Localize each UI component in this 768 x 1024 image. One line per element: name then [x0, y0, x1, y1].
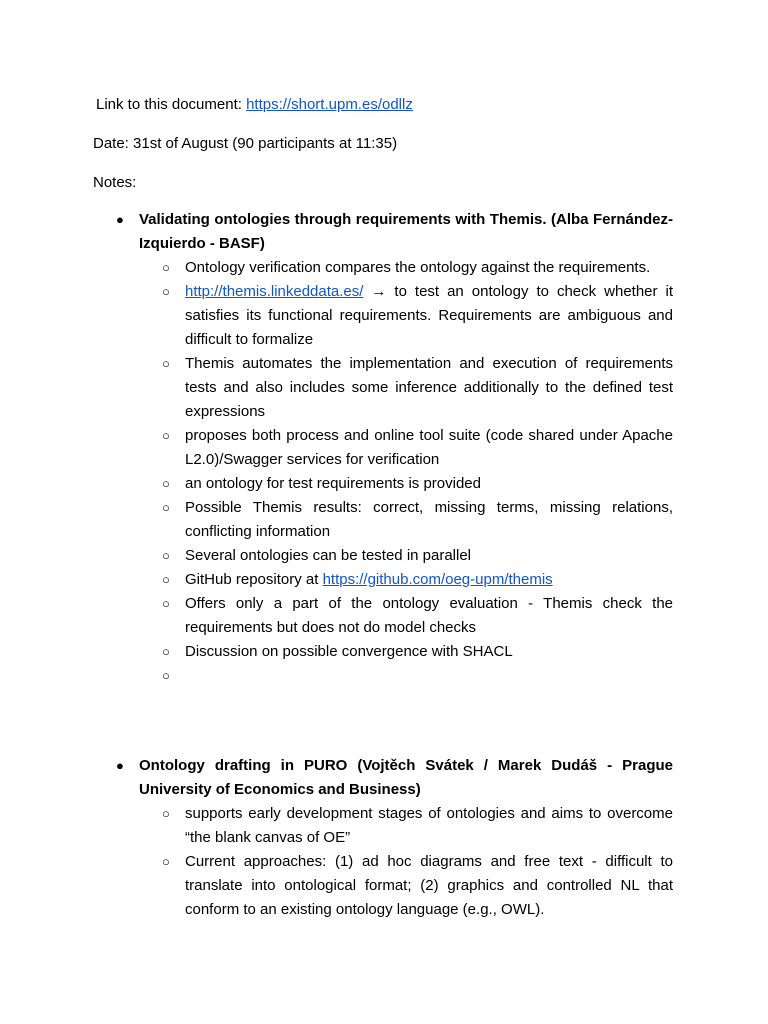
circle-bullet-icon: ○ [162, 356, 170, 371]
circle-bullet-icon: ○ [162, 476, 170, 491]
note-text: Offers only a part of the ontology evaluation - Themis check the requirements but does not do model checks [185, 595, 673, 636]
list-item [0, 592, 768, 640]
circle-bullet-icon: ○ [162, 428, 170, 443]
note-text: proposes both process and online tool suite (code shared under Apache L2.0)/Swagger services for verification [185, 427, 673, 468]
note-text-lead: GitHub repository at [185, 571, 323, 588]
circle-bullet-icon: ○ [162, 806, 170, 821]
note-text: Themis automates the implementation and execution of requirements tests and also includes some inference additionally to the defined test expressions [185, 355, 673, 420]
circle-bullet-icon: ○ [162, 854, 170, 869]
circle-bullet-icon: ○ [162, 572, 170, 587]
note-text [185, 280, 673, 352]
circle-bullet-icon: ○ [162, 596, 170, 611]
circle-bullet-icon: ○ [162, 284, 170, 299]
list-item [0, 352, 768, 424]
note-text-rest: → to test an ontology to check whether it satisfies its functional requirements. Requirements are ambiguous and difficult to formalize [185, 283, 673, 348]
bullet-icon: ● [116, 758, 124, 773]
document-link-label: Link to this document: [96, 96, 247, 113]
note-text [185, 568, 673, 592]
note-text: Ontology verification compares the ontology against the requirements. [185, 259, 651, 276]
document-link[interactable]: https://short.upm.es/odllz [246, 96, 413, 113]
list-item [0, 424, 768, 472]
themis-link[interactable]: http://themis.linkeddata.es/ [185, 283, 364, 300]
note-text: Several ontologies can be tested in parallel [185, 547, 472, 564]
talk-section [0, 208, 768, 688]
talk-notes-list [0, 802, 768, 922]
talk-title: Validating ontologies through requirements with Themis. (Alba Fernández-Izquierdo - BASF) [139, 211, 673, 252]
note-text: supports early development stages of ontologies and aims to overcome “the blank canvas of OE” [185, 805, 673, 846]
talk-title: Ontology drafting in PURO (Vojtěch Svátek / Marek Dudáš - Prague University of Economics and Business) [139, 757, 673, 798]
list-item [0, 256, 768, 280]
note-text: Current approaches: (1) ad hoc diagrams and free text - difficult to translate into ontological format; (2) graphics and controlled NL that conform to an existing ontology language (e.g., OWL). [185, 853, 673, 918]
list-item [0, 280, 768, 352]
circle-bullet-icon: ○ [162, 548, 170, 563]
list-item [0, 496, 768, 544]
bullet-icon: ● [116, 212, 124, 227]
circle-bullet-icon: ○ [162, 668, 170, 683]
list-item [0, 544, 768, 568]
document-link-line [96, 93, 413, 117]
note-text: an ontology for test requirements is provided [185, 475, 481, 492]
list-item [0, 568, 768, 592]
list-item [0, 850, 768, 922]
list-item [0, 802, 768, 850]
note-text: Discussion on possible convergence with SHACL [185, 643, 513, 660]
note-text-empty[interactable] [185, 664, 673, 688]
note-text: Possible Themis results: correct, missing terms, missing relations, conflicting information [185, 499, 673, 540]
circle-bullet-icon: ○ [162, 500, 170, 515]
circle-bullet-icon: ○ [162, 260, 170, 275]
talk-notes-list [0, 256, 768, 688]
circle-bullet-icon: ○ [162, 644, 170, 659]
list-item [0, 472, 768, 496]
github-link[interactable]: https://github.com/oeg-upm/themis [322, 571, 553, 588]
date-line: Date: 31st of August (90 participants at 11:35) [93, 135, 398, 152]
list-item [0, 664, 768, 688]
list-item [0, 640, 768, 664]
notes-heading: Notes: [93, 174, 137, 191]
talk-section [0, 754, 768, 922]
